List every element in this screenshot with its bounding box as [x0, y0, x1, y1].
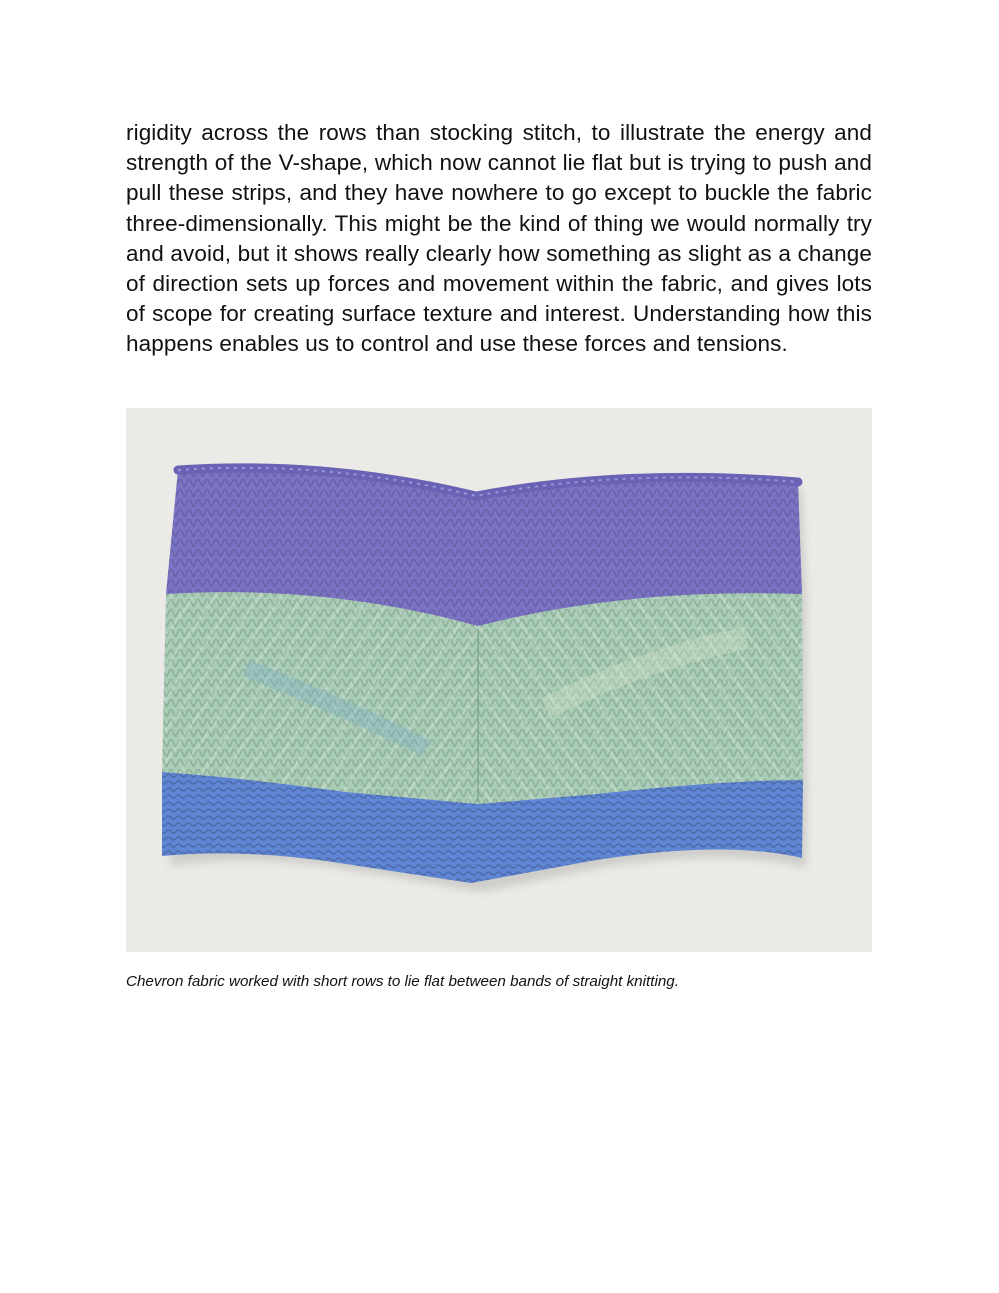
figure-caption: Chevron fabric worked with short rows to lie flat between bands of straight knitting.	[126, 973, 679, 990]
swatch-illustration	[126, 408, 872, 952]
knitted-swatch-photo	[126, 408, 872, 952]
body-paragraph: rigidity across the rows than stocking stitch, to illustrate the energy and strength of the V-shape, which now cannot lie flat but is trying to push and pull these strips, and they have nowhere to go except to buckle the fabric three-dimensionally. This might be the kind of thing we would normally try and avoid, but it shows really clearly how something as slight as a change of direction sets up forces and movement within the fabric, and gives lots of scope for creating surface texture and interest. Understanding how this happens enables us to control and use these forces and tensions.	[126, 120, 872, 357]
